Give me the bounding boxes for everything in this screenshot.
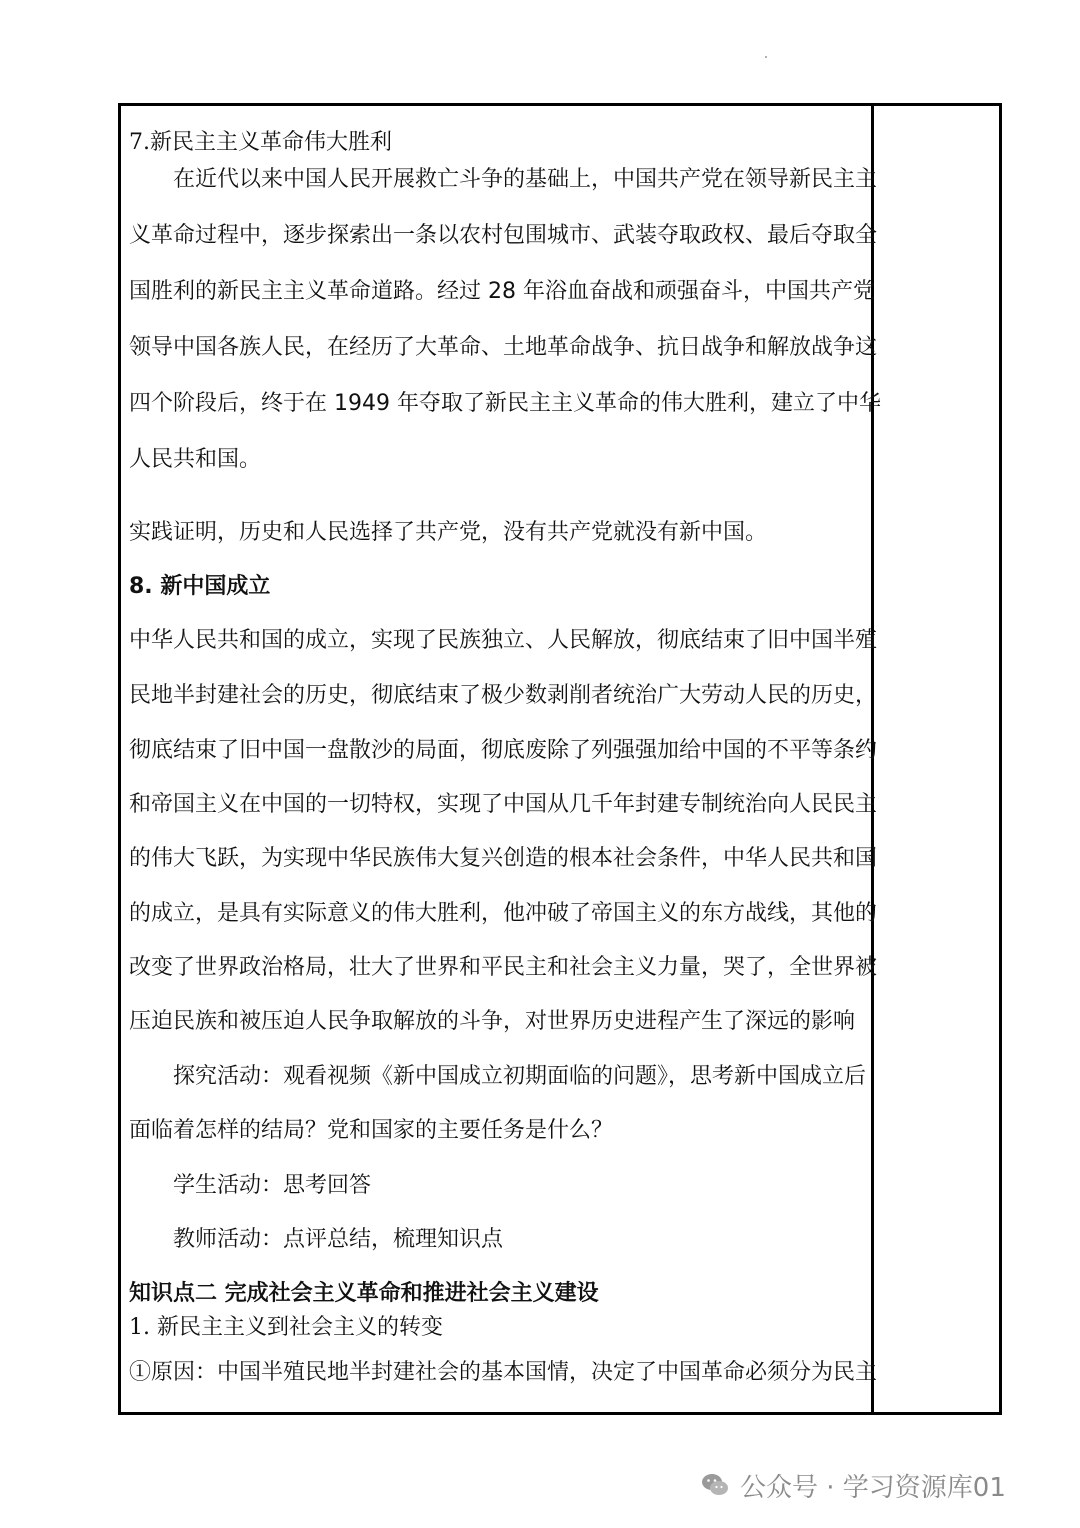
teacher-activity: 教师活动：点评总结，梳理知识点 — [173, 1227, 504, 1252]
section-8-paragraph-line: 压迫民族和被压迫人民争取解放的斗争，对世界历史进程产生了深远的影响 — [129, 1009, 856, 1034]
inquiry-activity-line: 探究活动：观看视频《新中国成立初期面临的问题》，思考新中国成立后 — [173, 1064, 867, 1089]
section-8-paragraph-line: 的伟大飞跃，为实现中华民族伟大复兴创造的根本社会条件，中华人民共和国 — [129, 846, 878, 871]
section-7-paragraph-line: 义革命过程中，逐步探索出一条以农村包围城市、武装夺取政权、最后夺取全 — [129, 223, 878, 248]
watermark-text: 公众号 · 学习资源库01 — [740, 1472, 1006, 1503]
section-7-paragraph-line: 四个阶段后，终于在 1949 年夺取了新民主主义革命的伟大胜利，建立了中华 — [129, 391, 881, 416]
section-8-paragraph-line: 民地半封建社会的历史，彻底结束了极少数剥削者统治广大劳动人民的历史， — [129, 683, 878, 708]
knowledge-point-2-reason: ①原因：中国半殖民地半封建社会的基本国情，决定了中国革命必须分为民主 — [129, 1360, 878, 1385]
section-7-heading: 7.新民主主义革命伟大胜利 — [129, 130, 392, 155]
knowledge-point-2-subheading: 1. 新民主主义到社会主义的转变 — [129, 1315, 443, 1340]
student-activity: 学生活动：思考回答 — [173, 1173, 372, 1198]
inquiry-activity-line: 面临着怎样的结局？党和国家的主要任务是什么？ — [129, 1118, 614, 1143]
section-7-paragraph-line: 领导中国各族人民，在经历了大革命、土地革命战争、抗日战争和解放战争这 — [129, 335, 878, 360]
section-8-paragraph-line: 改变了世界政治格局，壮大了世界和平民主和社会主义力量，哭了，全世界被 — [129, 955, 878, 980]
page-dot — [765, 56, 767, 58]
section-8-paragraph-line: 彻底结束了旧中国一盘散沙的局面，彻底废除了列强强加给中国的不平等条约 — [129, 738, 878, 763]
section-7-conclusion: 实践证明，历史和人民选择了共产党，没有共产党就没有新中国。 — [129, 520, 768, 545]
section-8-paragraph-line: 中华人民共和国的成立，实现了民族独立、人民解放，彻底结束了旧中国半殖 — [129, 628, 878, 653]
section-7-paragraph-line: 国胜利的新民主主义革命道路。经过 28 年浴血奋战和顽强奋斗，中国共产党 — [129, 279, 875, 304]
section-7-paragraph-line: 人民共和国。 — [129, 447, 262, 472]
section-8-paragraph-line: 的成立，是具有实际意义的伟大胜利，他冲破了帝国主义的东方战线，其他的 — [129, 901, 878, 926]
watermark — [700, 1465, 1006, 1505]
section-8-paragraph-line: 和帝国主义在中国的一切特权，实现了中国从几千年封建专制统治向人民民主 — [129, 792, 878, 817]
section-7-paragraph-line: 在近代以来中国人民开展救亡斗争的基础上，中国共产党在领导新民主主 — [173, 167, 878, 192]
wechat-icon — [700, 1471, 730, 1499]
section-8-heading: 8. 新中国成立 — [129, 574, 271, 599]
knowledge-point-2-heading: 知识点二 完成社会主义革命和推进社会主义建设 — [129, 1281, 599, 1306]
